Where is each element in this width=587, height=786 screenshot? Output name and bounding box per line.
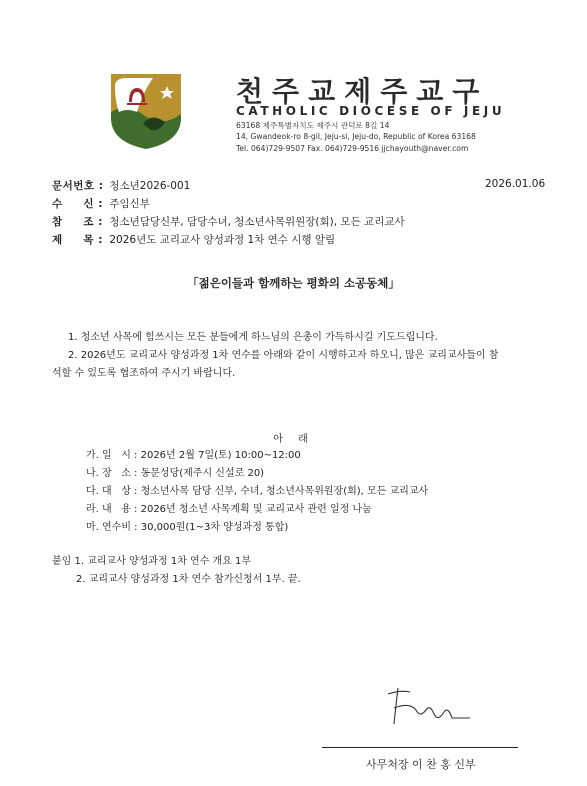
- diocese-name-english: CATHOLIC DIOCESE OF JEJU: [236, 104, 506, 118]
- detail-item-fee: 마. 연수비 : 30,000원(1~3차 양성과정 통합): [86, 522, 289, 533]
- address-korean: 63168 제주특별자치도 제주시 관덕로 8길 14: [236, 121, 390, 130]
- details-heading: 아 래: [273, 434, 314, 445]
- doc-number-value: 청소년2026-001: [109, 180, 191, 192]
- address-english: 14, Gwandeok-ro 8-gil, Jeju-si, Jeju-do, Republic of Korea 63168: [236, 132, 476, 141]
- contact-info: Tel. 064)729-9507 Fax. 064)729-9516 jjchayouth@naver.com: [236, 144, 469, 153]
- subject-label: 제 목 :: [52, 234, 103, 246]
- cc-row: [52, 214, 405, 230]
- detail-item-time: 가. 일 시 : 2026년 2월 7일(토) 10:00~12:00: [86, 450, 301, 461]
- cc-value: 청소년담당신부, 담당수녀, 청소년사목위원장(회), 모든 교리교사: [109, 216, 405, 228]
- signer-name: 사무처장 이 찬 홍 신부: [366, 758, 476, 771]
- handwritten-signature: [380, 684, 475, 730]
- attachment-1: 붙임 1. 교리교사 양성과정 1차 연수 개요 1부: [52, 556, 252, 567]
- diocese-logo: [107, 72, 185, 150]
- subject-row: [52, 232, 335, 248]
- recipient-label: 수 신 :: [52, 198, 103, 210]
- subject-value: 2026년도 교리교사 양성과정 1차 연수 시행 알림: [109, 234, 336, 246]
- doc-number-row: [52, 178, 190, 194]
- detail-item-target: 다. 대 상 : 청소년사목 담당 신부, 수녀, 청소년사목위원장(회), 모든 교리교사: [86, 486, 429, 497]
- paragraph-2-line-2: 석할 수 있도록 협조하여 주시기 바랍니다.: [52, 368, 236, 379]
- detail-item-place: 나. 장 소 : 동문성당(제주시 신설로 20): [86, 468, 265, 479]
- detail-item-content: 라. 내 용 : 2026년 청소년 사목계획 및 교리교사 관련 일정 나눔: [86, 504, 372, 515]
- paragraph-2-line-1: 2. 2026년도 교리교사 양성과정 1차 연수를 아래와 같이 시행하고자 하오니, 많은 교리교사들이 참: [68, 350, 499, 361]
- slogan: 「젊은이들과 함께하는 평화의 소공동체」: [187, 276, 400, 290]
- paragraph-1: 1. 청소년 사목에 힘쓰시는 모든 분들에게 하느님의 은총이 가득하시길 기도드립니다.: [68, 332, 438, 343]
- recipient-value: 주임신부: [109, 198, 150, 210]
- document-date: 2026.01.06: [485, 178, 546, 190]
- cc-label: 참 조 :: [52, 216, 103, 228]
- signature-line: [322, 747, 518, 748]
- doc-number-label: 문서번호 :: [52, 180, 104, 192]
- diocese-name-korean: 천주교제주교구: [236, 75, 489, 108]
- recipient-row: [52, 196, 150, 212]
- attachment-2: 2. 교리교사 양성과정 1차 연수 참가신청서 1부. 끝.: [76, 574, 301, 585]
